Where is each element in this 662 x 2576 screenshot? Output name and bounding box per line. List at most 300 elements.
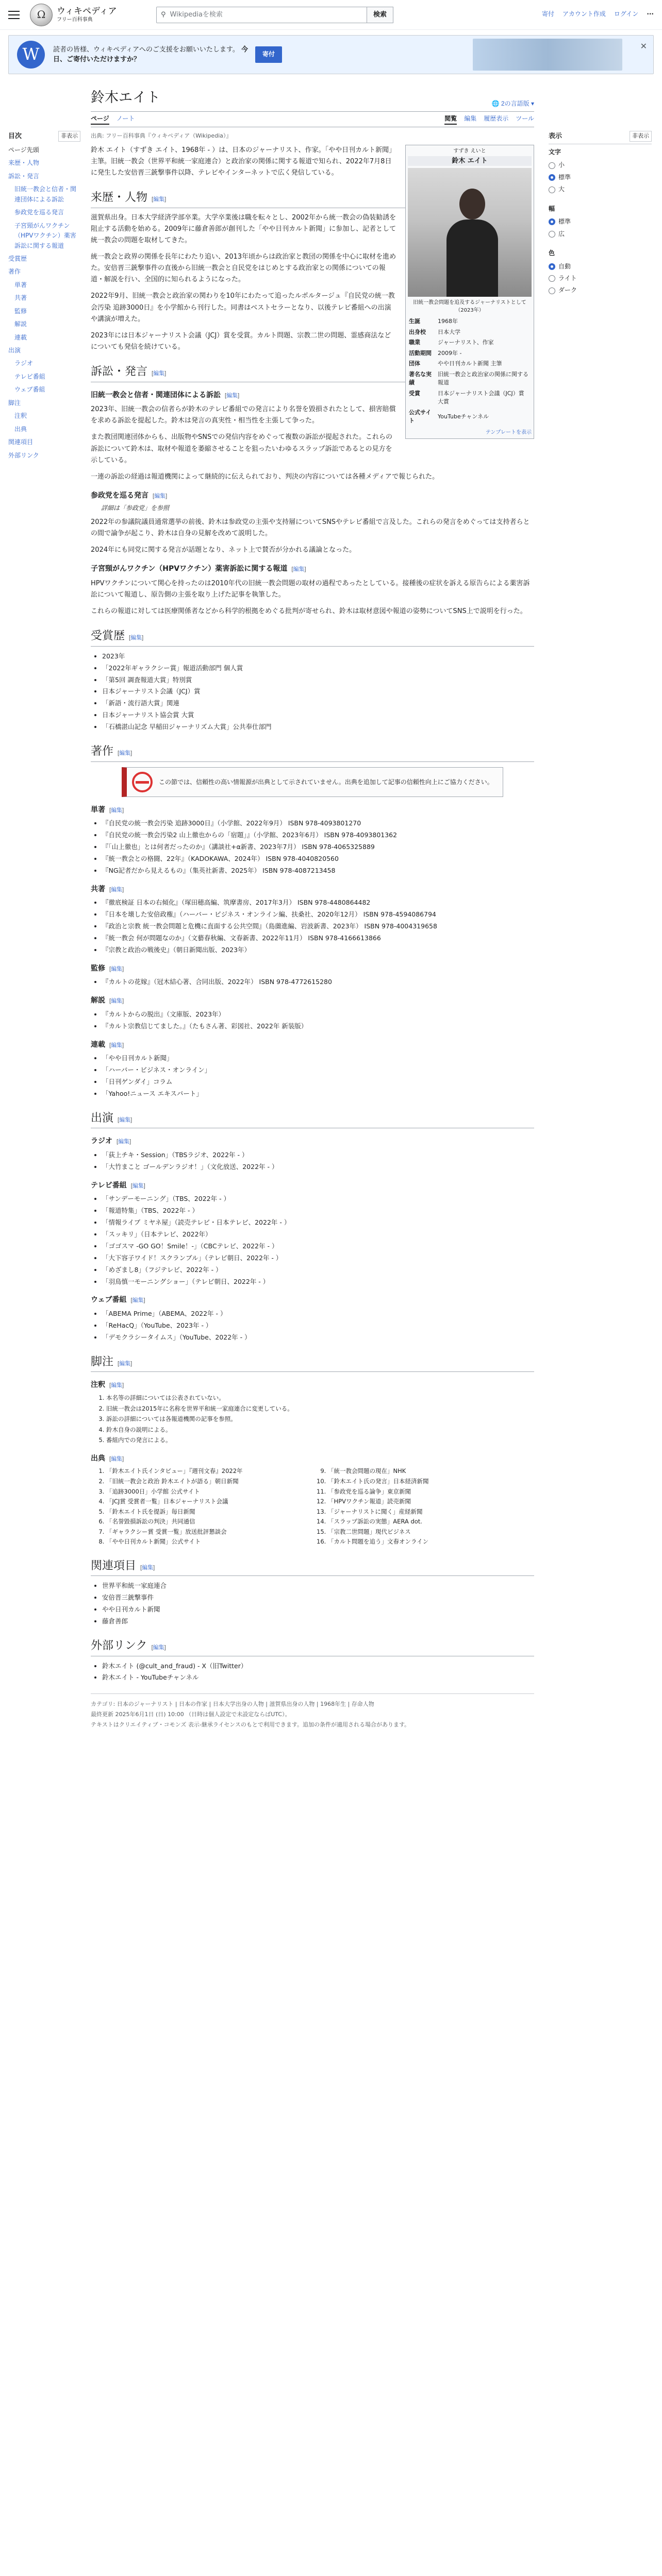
page-tabs (91, 112, 534, 127)
toc-item[interactable]: 監修 (14, 307, 27, 315)
appearance-option[interactable] (549, 273, 652, 284)
edit-link[interactable]: [編集] (109, 965, 124, 972)
note-item: 5. 番組内での発言による。 (106, 1435, 534, 1446)
search-icon: ⚲ (161, 10, 166, 19)
user-links (542, 9, 654, 19)
subsection-title: テレビ番組 (91, 1181, 127, 1190)
program-item: • 「ABEMA Prime」（ABEMA、2022年 - ） (102, 1308, 534, 1319)
serial-item: • 「ハーバー・ビジネス・オンライン」 (102, 1064, 534, 1076)
section-title: 来歴・人物 (91, 191, 148, 204)
toc-item[interactable]: 出演 (8, 347, 21, 354)
notes-list (91, 1393, 534, 1446)
edit-label[interactable]: 編集 (153, 196, 165, 203)
book-item: • 『自民党の統一教会汚染2 山上徹也からの「宿題」』（小学館、2023年6月） ISBN 978-4093801362 (102, 829, 534, 841)
program-item: • 「サンデーモーニング」（TBS、2022年 - ） (102, 1193, 534, 1205)
toc-item[interactable]: 脚注 (8, 399, 21, 406)
book-item: • 『「山上徹也」とは何者だったのか』（講談社+α新書、2023年7月） ISBN 978-4065325889 (102, 841, 534, 853)
section-title: 脚注 (91, 1354, 114, 1368)
toc-item[interactable]: 来歴・人物 (8, 159, 40, 167)
language-count: 2の言語版 (501, 100, 529, 108)
infobox-row (408, 369, 532, 388)
logo-wordmark: ウィキペディア (57, 6, 117, 17)
section-heading (91, 626, 534, 647)
edit-link[interactable]: [編集] (118, 1116, 133, 1123)
appearance-group-label: 文字 (549, 148, 561, 156)
paragraph: 統一教会と政界の関係を長年にわたり追い、2013年頃からは政治家と教団の関係を中心に取材を進めた。安倍晋三銃撃事件の直後から旧統一教会と自民党をはじめとする政治家との関係についての報道・解説を行い、全国的に知られるようになった。 (91, 253, 396, 284)
banner-bold-text: 今日、ご寄付いただけますか？ (53, 45, 249, 63)
option-label: 大 (558, 185, 565, 193)
serial-item: • 「日刊ゲンダイ」コラム (102, 1076, 534, 1088)
book-item: • 『宗教と政治の戦後史』（朝日新聞出版、2023年） (102, 944, 534, 956)
infobox-value: ジャーナリスト、作家 (438, 339, 494, 346)
notice-text: この節では、信頼性の高い情報源が出典として示されていません。出典を追加して記事の信頼性向上にご協力ください。 (159, 778, 493, 786)
appearance-group-label: 色 (549, 249, 555, 257)
category-links[interactable]: カテゴリ: 日本のジャーナリスト | 日本の作家 | 日本大学出身の人物 | 滋賀県出身の人物 | 1968年生 | 存命人物 (91, 1701, 374, 1708)
subsection-title: 連載 (91, 1040, 105, 1049)
toc-item[interactable]: 子宮頸がんワクチン（HPVワクチン）薬害訴訟に関する報道 (14, 222, 76, 249)
tab-tools[interactable]: ツール (516, 114, 534, 122)
section-title: 外部リンク (91, 1638, 147, 1652)
hatnote: 詳細は「参政党」を参照 (101, 504, 170, 512)
program-item: • 「デモクラシータイムス」（YouTube、2022年 - ） (102, 1332, 534, 1343)
edit-link[interactable]: [編集] (109, 1455, 124, 1462)
paragraph: 2022年の参議院議員通常選挙の前後、鈴木は参政党の主張や支持層についてSNSやテレビ番組で言及した。これらの発言をめぐっては支持者らとの間で論争が起こり、鈴木は自身の見解を改めて説明した。 (91, 518, 530, 537)
toc-title: 目次 (8, 132, 22, 140)
toc-item[interactable]: 共著 (14, 294, 27, 302)
program-item: • 「ReHacQ」（YouTube、2023年 - ） (102, 1320, 534, 1331)
infobox-row (408, 337, 532, 348)
option-label: 小 (558, 161, 565, 169)
infobox-key: 職業 (409, 339, 420, 346)
radio-list (91, 1149, 534, 1173)
edit-label[interactable]: 編集 (119, 1360, 131, 1367)
infobox-value: 2009年 - (438, 349, 462, 357)
reference-item: 13. 「ジャーナリストに聞く」産経新聞 (328, 1507, 534, 1517)
edit-label[interactable]: 編集 (130, 635, 142, 641)
main-content (91, 79, 534, 1730)
reference-item: 1. 「鈴木エイト氏インタビュー」『週刊文春』2022年 (106, 1466, 312, 1477)
edit-label[interactable]: 編集 (111, 965, 123, 972)
book-item: • 『日本を壊した安倍政権』（ハーバー・ビジネス・オンライン編、扶桑社、2020年12月） ISBN 978-4594086794 (102, 909, 534, 920)
banner-text: 読者の皆様、ウィキペディアへのご支援をお願いいたします。 (53, 45, 239, 54)
infobox-key: 活動期間 (409, 349, 432, 357)
toc-item[interactable]: 解説 (14, 320, 27, 328)
serial-item: • 「Yahoo!ニュース エキスパート」 (102, 1088, 534, 1099)
appearance-option[interactable] (549, 183, 652, 195)
award-item: • 「石橋湛山記念 早稲田ジャーナリズム大賞」公共奉仕部門 (102, 721, 534, 733)
subsection-heading (91, 1180, 534, 1192)
section-heading (91, 1636, 534, 1656)
edit-label[interactable]: 編集 (153, 1644, 164, 1651)
appearance-group (549, 147, 652, 196)
page-title-bar (91, 79, 534, 112)
subsection-title: 監修 (91, 964, 105, 973)
close-icon[interactable]: ✕ (640, 41, 647, 51)
appearance-option[interactable] (549, 216, 652, 228)
subsection-heading (91, 804, 534, 816)
edit-label[interactable]: 編集 (154, 493, 166, 499)
commentary-list (91, 1009, 534, 1032)
program-item: • 「羽鳥慎一モーニングショー」（テレビ朝日、2022年 - ） (102, 1276, 534, 1287)
edit-label[interactable]: 編集 (153, 370, 165, 377)
edit-link[interactable]: [編集] (130, 1182, 145, 1189)
paragraph: 一連の訴訟の経過は報道機関によって継続的に伝えられており、判決の内容については各種メディアで報じられた。 (91, 472, 439, 481)
option-label: ダーク (558, 286, 577, 294)
edit-label[interactable]: 編集 (119, 1116, 131, 1123)
last-updated: 最終更新 2025年6月1日 (日) 10:00 （日時は個人設定で未設定ならばUTC）。 (91, 1711, 291, 1718)
book-item: • 『カルトからの脱出』（文庫版、2023年） (102, 1009, 534, 1020)
section-title: 関連項目 (91, 1558, 137, 1572)
award-item: • 「新語・流行語大賞」関連 (102, 698, 534, 709)
search-button[interactable]: 検索 (367, 7, 393, 23)
book-item: • 『カルト宗教信じてました。』（たもさん著、彩図社、2022年 新装版） (102, 1021, 534, 1032)
edit-label[interactable]: 編集 (132, 1297, 144, 1304)
subsection-title: 旧統一教会と信者・関連団体による訴訟 (91, 391, 221, 399)
edit-label[interactable]: 編集 (111, 886, 123, 893)
program-item: • 「荻上チキ・Session」（TBSラジオ、2022年 - ） (102, 1149, 534, 1161)
edit-label[interactable]: 編集 (118, 1139, 130, 1145)
edit-link[interactable]: [編集] (140, 1564, 155, 1571)
award-item: • 日本ジャーナリスト会議（JCJ）賞 (102, 686, 534, 697)
subsection-title: 子宮頸がんワクチン（HPVワクチン）薬害訴訟に関する報道 (91, 565, 288, 573)
site-logo[interactable] (30, 4, 146, 26)
infobox (405, 145, 534, 439)
wikipedia-globe-icon: Ω (30, 4, 53, 26)
reference-item: 8. 「やや日刊カルト新聞」公式サイト (106, 1537, 312, 1547)
subsection-heading (91, 1136, 534, 1147)
infobox-row (408, 316, 532, 327)
infobox-row (408, 348, 532, 359)
edit-link[interactable]: [編集] (153, 493, 168, 499)
appearance-group (549, 248, 652, 297)
edit-label[interactable]: 編集 (226, 392, 238, 399)
edit-link[interactable]: [編集] (109, 807, 124, 814)
banner-donate-button[interactable]: 寄付 (255, 46, 282, 62)
photo-caption: 旧統一教会問題を追及するジャーナリストとして（2023年） (413, 300, 526, 314)
infobox-value: YouTubeチャンネル (438, 413, 489, 420)
template-link[interactable]: テンプレートを表示 (485, 429, 532, 435)
paragraph: 2023年には日本ジャーナリスト会議（JCJ）賞を受賞。カルト問題、宗教二世の問題、霊感商法などについても発信を続けている。 (91, 331, 391, 351)
toc-item[interactable]: 出典 (14, 425, 27, 433)
reference-item: 15. 「宗教二世問題」現代ビジネス (328, 1527, 534, 1537)
reference-item: 11. 「参政党を巡る論争」東京新聞 (328, 1487, 534, 1497)
reference-item: 14. 「スラップ訴訟の実態」AERA dot. (328, 1517, 534, 1527)
appearance-option[interactable] (549, 284, 652, 296)
external-link[interactable]: • 鈴木エイト (@cult_and_fraud) - X（旧Twitter） (102, 1660, 534, 1672)
toc-item[interactable]: 注釈 (14, 412, 27, 420)
reference-item: 12. 「HPVワクチン報道」読売新聞 (328, 1497, 534, 1507)
paragraph: 2023年、旧統一教会の信者らが鈴木のテレビ番組での発言により名誉を毀損されたとして、損害賠償を求める訴訟を提起した。鈴木は発言の真実性・相当性を主張して争った。 (91, 405, 396, 425)
radio-button[interactable] (549, 174, 555, 181)
edit-label[interactable]: 編集 (119, 750, 131, 756)
note-item: 4. 鈴木自身の説明による。 (106, 1425, 534, 1435)
language-selector[interactable]: 🌐 2の言語版 ▾ (491, 100, 534, 108)
toc-item[interactable]: 旧統一教会と信者・関連団体による訴訟 (14, 185, 77, 203)
award-item: • 日本ジャーナリスト協会賞 大賞 (102, 709, 534, 721)
infobox-key: 著名な実績 (409, 370, 432, 386)
edit-link[interactable]: [編集] (152, 370, 167, 377)
infobox-value: 日本ジャーナリスト会議（JCJ）賞 大賞 (438, 389, 524, 405)
external-link[interactable]: • 鈴木エイト - YouTubeチャンネル (102, 1672, 534, 1683)
appearance-hide-button[interactable]: 非表示 (630, 131, 652, 142)
edit-link[interactable]: [編集] (109, 886, 124, 893)
paragraph: 2022年9月、旧統一教会と政治家の関わりを10年にわたって追ったルポルタージュ『自民党の統一教会汚染 追跡3000日』を小学館から刊行した。同書はベストセラーとなり、以後テレビ番組への出演や講演が増えた。 (91, 292, 395, 323)
tab-history[interactable]: 履歴表示 (484, 114, 509, 122)
infobox-row (408, 408, 532, 427)
page-title: 鈴木エイト (91, 90, 160, 105)
more-options-icon[interactable]: ··· (647, 10, 654, 18)
appearance-option[interactable] (549, 159, 652, 171)
web-list (91, 1308, 534, 1343)
radio-button[interactable] (549, 162, 555, 169)
edit-link[interactable]: [編集] (117, 1139, 131, 1145)
books-list (91, 818, 534, 876)
infobox-value: 旧統一教会と政治家の関係に関する報道 (438, 370, 528, 386)
lead-paragraph: 鈴木 エイト（すずき エイト、1968年 - ）は、日本のジャーナリスト、作家。「やや日刊カルト新聞」主筆。旧統一教会（世界平和統一家庭連合）と政治家の関係に関する報道で知られ、2022年7月8日に発生した安倍晋三銃撃事件以降、テレビやインターネットで広く発信している。 (91, 146, 396, 177)
main-menu-icon[interactable] (8, 11, 20, 19)
tv-list (91, 1193, 534, 1287)
infobox-value: やや日刊カルト新聞 主筆 (438, 360, 502, 367)
toc-item[interactable]: 著作 (8, 268, 21, 276)
award-item: • 2023年 (102, 651, 534, 662)
edit-label[interactable]: 編集 (111, 807, 123, 814)
reference-item: 10. 「鈴木エイト氏の発言」日本経済新聞 (328, 1477, 534, 1487)
radio-button[interactable] (549, 263, 555, 270)
infobox-row (408, 359, 532, 369)
reference-item: 7. 「ギャラクシー賞 受賞一覧」放送批評懇談会 (106, 1527, 312, 1537)
toc-hide-button[interactable]: 非表示 (58, 131, 80, 142)
edit-label[interactable]: 編集 (132, 1182, 144, 1189)
tab-read[interactable]: 閲覧 (444, 114, 457, 125)
subsection-heading (91, 995, 534, 1007)
serials-list (91, 1053, 534, 1099)
program-item: • 「めざまし8」（フジテレビ、2022年 - ） (102, 1264, 534, 1276)
option-label: 自動 (558, 262, 571, 270)
login-link[interactable]: ログイン (614, 10, 639, 18)
subsection-heading (91, 884, 534, 895)
paragraph: 2024年にも同党に関する発言が話題となり、ネット上で賛否が分かれる議論となった。 (91, 546, 356, 554)
subsection-title: ウェブ番組 (91, 1296, 127, 1304)
option-label: 標準 (558, 173, 571, 181)
infobox-reading: すずき えいと (453, 148, 486, 154)
reference-item: 5. 「鈴木エイト氏を提訴」毎日新聞 (106, 1507, 312, 1517)
subsection-heading (91, 1039, 534, 1051)
search-input[interactable] (156, 7, 367, 23)
external-links-list (91, 1660, 534, 1684)
toc-item[interactable]: 連載 (14, 333, 27, 341)
edit-label[interactable]: 編集 (111, 1455, 123, 1462)
subsection-title: 共著 (91, 885, 105, 893)
tab-page[interactable]: ページ (91, 114, 109, 125)
book-item: • 『カルトの花嫁』（冠木結心著、合同出版、2022年） ISBN 978-4772615280 (102, 976, 534, 988)
paragraph: 滋賀県出身。日本大学経済学部卒業。大学卒業後は職を転々とし、2002年から統一教会の偽装勧誘を阻止する活動を始める。2009年に藤倉善郎が創刊した「やや日刊カルト新聞」に参加し、記者として統一教会の問題を取材してきた。 (91, 213, 396, 245)
table-of-contents (8, 79, 80, 1730)
edit-link[interactable]: [編集] (130, 1297, 145, 1304)
site-header (0, 0, 662, 30)
infobox-row (408, 388, 532, 408)
page-source-note: 出典: フリー百科事典『ウィキペディア（Wikipedia）』 (91, 132, 232, 140)
search-placeholder: Wikipediaを検索 (170, 10, 223, 19)
program-item: • 「情報ライブ ミヤネ屋」（読売テレビ・日本テレビ、2022年 - ） (102, 1217, 534, 1228)
book-item: • 『自民党の統一教会汚染 追跡3000日』（小学館、2022年9月） ISBN 978-4093801270 (102, 818, 534, 829)
reference-item: 4. 「JCJ賞 受賞者一覧」日本ジャーナリスト会議 (106, 1497, 312, 1507)
appearance-option[interactable] (549, 261, 652, 273)
note-item: 1. 本名等の詳細については公表されていない。 (106, 1393, 534, 1403)
book-item: • 『統一教会との格闘、22年』（KADOKAWA、2024年） ISBN 978-4040820560 (102, 853, 534, 865)
subsection-heading (91, 490, 534, 502)
section-heading (91, 1352, 534, 1372)
portrait-photo[interactable] (408, 168, 532, 297)
infobox-key: 団体 (409, 360, 420, 367)
logo-tagline: フリー百科事典 (57, 16, 93, 23)
related-list (91, 1580, 534, 1627)
related-link[interactable]: • 世界平和統一家庭連合 (102, 1580, 534, 1591)
option-label: 広 (558, 230, 565, 238)
subsection-title: 参政党を巡る発言 (91, 491, 148, 500)
appearance-panel (549, 79, 652, 1730)
edit-link[interactable]: [編集] (291, 566, 306, 573)
program-item: • 「大竹まこと ゴールデンラジオ！」（文化放送、2022年 - ） (102, 1161, 534, 1173)
edit-link[interactable]: [編集] (118, 1360, 133, 1367)
create-account-link[interactable]: アカウント作成 (562, 10, 606, 18)
paragraph: これらの報道に対しては医療関係者などから科学的根拠をめぐる批判が寄せられ、鈴木は取材意図や報道の姿勢についてSNS上で説明を行った。 (91, 607, 527, 616)
reference-item: 2. 「旧統一教会と政治 鈴木エイトが語る」朝日新聞 (106, 1477, 312, 1487)
toc-item[interactable]: テレビ番組 (14, 372, 45, 380)
citation-notice (122, 767, 503, 797)
subsection-heading (91, 563, 534, 575)
edit-label[interactable]: 編集 (142, 1564, 154, 1571)
infobox-value: 日本大学 (438, 328, 460, 335)
edit-link[interactable]: [編集] (225, 392, 240, 399)
reference-item: 16. 「カルト問題を追う」文春オンライン (328, 1537, 534, 1547)
subsection-title: 出典 (91, 1454, 105, 1463)
toc-item[interactable]: 訴訟・発言 (8, 172, 40, 180)
infobox-key: 公式サイト (409, 409, 432, 425)
related-link[interactable]: • 安倍晋三銃撃事件 (102, 1592, 534, 1603)
tab-edit[interactable]: 編集 (464, 114, 477, 122)
supervised-list (91, 976, 534, 988)
infobox-key: 生誕 (409, 318, 420, 325)
option-label: ライト (558, 274, 577, 282)
sources-list (91, 1466, 534, 1547)
subsection-title: 解説 (91, 996, 105, 1005)
edit-link[interactable]: [編集] (109, 1042, 124, 1048)
book-item: • 『NG記者だから見えるもの』（集英社新書、2025年） ISBN 978-4087213458 (102, 865, 534, 876)
section-heading (91, 742, 534, 762)
edit-label[interactable]: 編集 (111, 998, 123, 1005)
subsection-heading (91, 1453, 534, 1465)
appearance-title: 表示 (549, 132, 562, 140)
search-form (156, 7, 393, 23)
appearance-group (549, 204, 652, 240)
award-item: • 「第5回 調査報道大賞」特別賞 (102, 674, 534, 686)
subsection-title: 単著 (91, 805, 105, 814)
section-title: 受賞歴 (91, 629, 125, 642)
appearance-group-label: 幅 (549, 205, 555, 212)
book-item: • 『政治と宗教 統一教会問題と危機に直面する公共空間』（島薗進編、岩波新書、2023年） ISBN 978-4004319658 (102, 921, 534, 932)
edit-label[interactable]: 編集 (111, 1382, 123, 1389)
appearance-option[interactable] (549, 172, 652, 183)
infobox-value: 1968年 (438, 318, 458, 325)
donate-link[interactable]: 寄付 (542, 10, 555, 18)
reference-item: 6. 「名誉毀損訴訟の判決」共同通信 (106, 1517, 312, 1527)
tab-talk[interactable]: ノート (116, 114, 135, 122)
edit-link[interactable]: [編集] (152, 196, 167, 203)
subsection-title: 注釈 (91, 1381, 105, 1389)
coauthored-list (91, 897, 534, 955)
appearance-option[interactable] (549, 228, 652, 240)
edit-label[interactable]: 編集 (111, 1042, 123, 1048)
edit-link[interactable]: [編集] (129, 635, 144, 641)
infobox-name: 鈴木 エイト (408, 156, 532, 166)
radio-button[interactable] (549, 275, 555, 282)
program-item: • 「大下容子ワイド！スクランブル」（テレビ朝日、2022年 - ） (102, 1252, 534, 1264)
toc-item[interactable]: 単著 (14, 281, 27, 289)
edit-label[interactable]: 編集 (293, 566, 305, 573)
related-link[interactable]: • やや日刊カルト新聞 (102, 1604, 534, 1615)
related-link[interactable]: • 藤倉善郎 (102, 1616, 534, 1627)
subsection-heading (91, 1379, 534, 1391)
program-item: • 「ゴゴスマ -GO GO！Smile！-」（CBCテレビ、2022年 - ） (102, 1241, 534, 1252)
program-item: • 「報道特集」（TBS、2022年 - ） (102, 1205, 534, 1216)
toc-item[interactable]: 外部リンク (8, 451, 39, 459)
page-footer (91, 1693, 534, 1730)
note-item: 2. 旧統一教会は2015年に名称を世界平和統一家庭連合に変更している。 (106, 1404, 534, 1414)
subsection-heading (91, 963, 534, 975)
paragraph: また教団関連団体からも、出版物やSNSでの発信内容をめぐって複数の訴訟が提起された。これらの訴訟について鈴木は、取材や報道を萎縮させることを狙ったいわゆるスラップ訴訟であるとの見方を示している。 (91, 433, 392, 464)
infobox-key: 出身校 (409, 328, 426, 335)
subsection-title: ラジオ (91, 1137, 112, 1146)
edit-link[interactable]: [編集] (151, 1644, 166, 1651)
infobox-key: 受賞 (409, 389, 420, 397)
toc-item[interactable]: 関連項目 (8, 438, 34, 446)
section-title: 著作 (91, 744, 114, 757)
section-title: 出演 (91, 1111, 114, 1124)
reference-item: 3. 「追跡3000日」小学館 公式サイト (106, 1487, 312, 1497)
wikipedia-w-icon: W (17, 41, 45, 69)
toc-item[interactable]: 受賞歴 (8, 255, 27, 262)
book-item: • 『徹底検証 日本の右傾化』（塚田穂高編、筑摩書房、2017年3月） ISBN 978-4480864482 (102, 897, 534, 908)
subsection-heading (91, 1294, 534, 1306)
edit-link[interactable]: [編集] (109, 1382, 124, 1389)
award-item: • 「2022年ギャラクシー賞」報道活動部門 個人賞 (102, 663, 534, 674)
edit-link[interactable]: [編集] (118, 750, 133, 756)
reference-item: 9. 「統一教会問題の現在」NHK (328, 1466, 534, 1477)
section-heading (91, 1556, 534, 1577)
option-label: 標準 (558, 218, 571, 226)
book-item: • 『統一教会 何が問題なのか』（文藝春秋編、文春新書、2022年11月） ISBN 978-4166613866 (102, 933, 534, 944)
section-heading (91, 1109, 534, 1129)
radio-button[interactable] (549, 287, 555, 294)
banner-photo (473, 39, 622, 71)
serial-item: • 「やや日刊カルト新聞」 (102, 1053, 534, 1064)
awards-list (91, 651, 534, 733)
toc-item[interactable]: ウェブ番組 (14, 386, 45, 394)
donation-banner (8, 35, 654, 74)
license-text: テキストはクリエイティブ・コモンズ 表示-継承ライセンスのもとで利用できます。追加の条件が適用される場合があります。 (91, 1721, 410, 1728)
toc-item[interactable]: 参政党を巡る発言 (14, 209, 64, 216)
edit-link[interactable]: [編集] (109, 998, 124, 1005)
radio-button[interactable] (549, 231, 555, 238)
infobox-table (408, 316, 532, 427)
program-item: • 「スッキリ」（日本テレビ、2022年） (102, 1229, 534, 1240)
radio-button[interactable] (549, 218, 555, 225)
toc-item[interactable]: ラジオ (14, 360, 34, 367)
paragraph: HPVワクチンについて関心を持ったのは2010年代の旧統一教会問題の取材の過程であったとしている。接種後の症状を訴える原告らによる薬害訴訟について報道し、原告側の主張を取り上げた記事を執筆した。 (91, 579, 530, 599)
radio-button[interactable] (549, 187, 555, 193)
toc-item[interactable]: ページ先頭 (8, 146, 39, 154)
note-item: 3. 訴訟の詳細については各報道機関の記事を参照。 (106, 1414, 534, 1425)
